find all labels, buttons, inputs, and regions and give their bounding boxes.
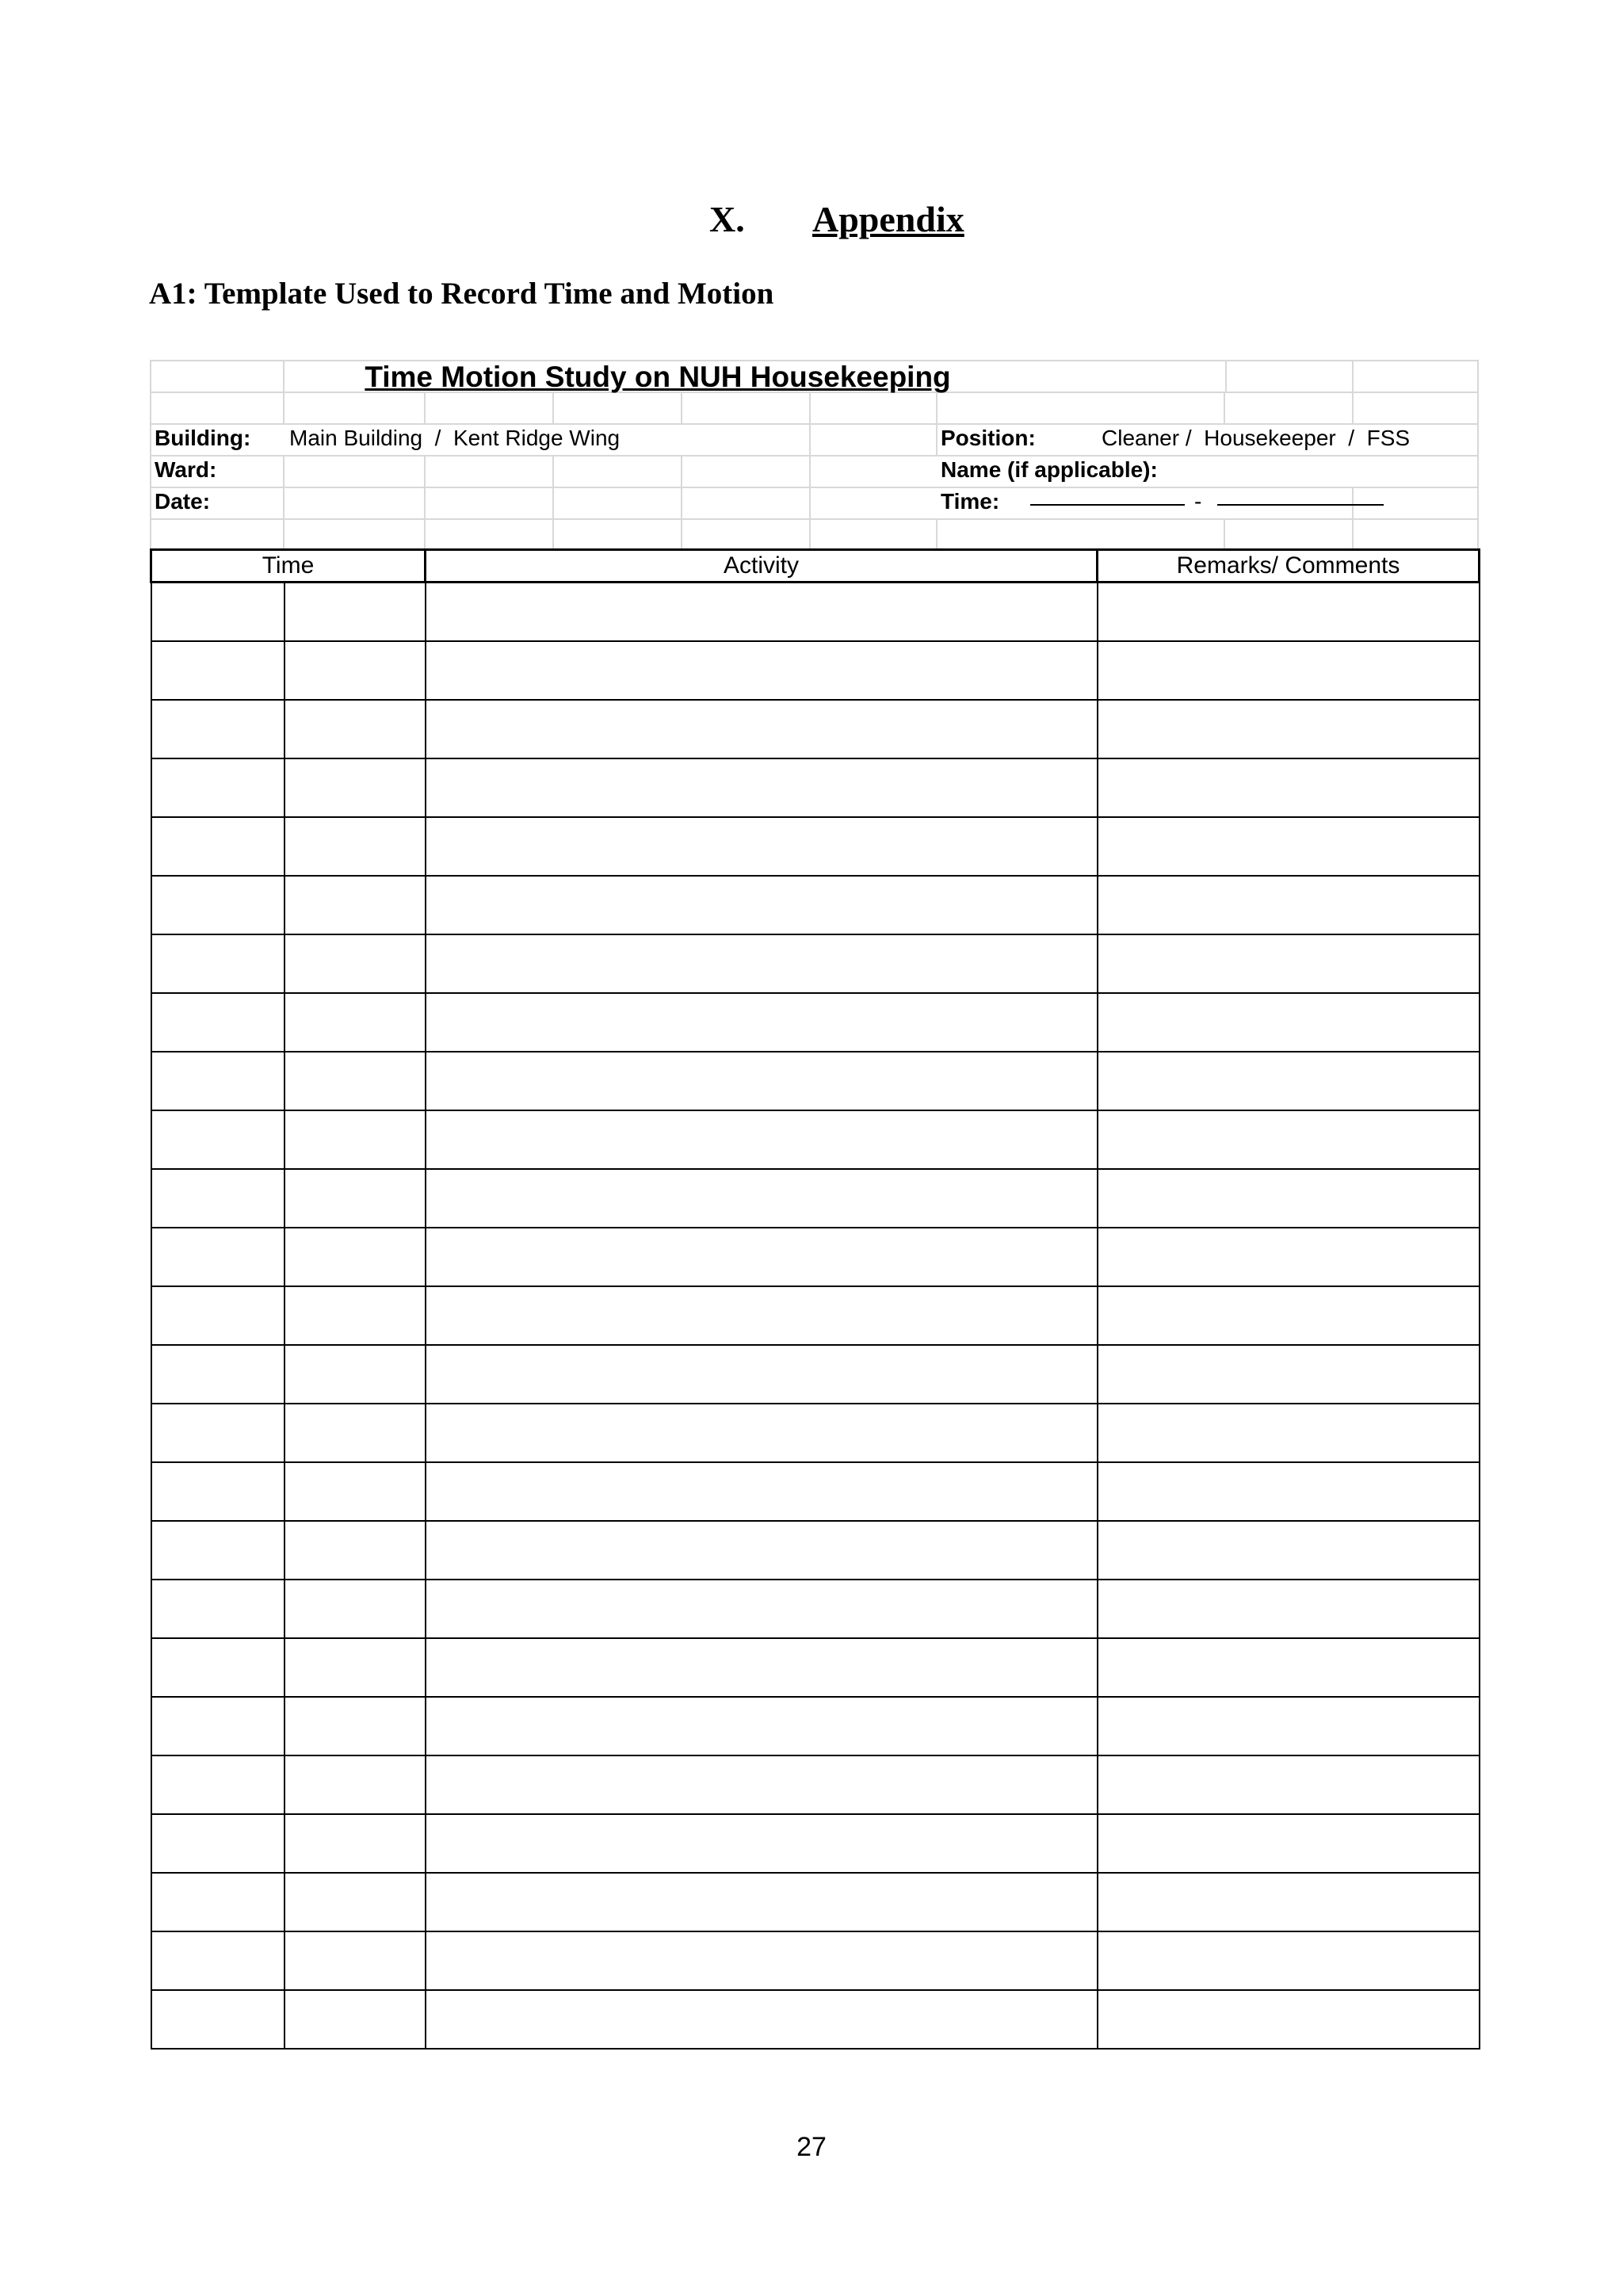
activity-cell[interactable]: [426, 993, 1098, 1052]
time-end-cell[interactable]: [285, 1110, 426, 1169]
activity-cell[interactable]: [426, 934, 1098, 993]
activity-cell[interactable]: [426, 1462, 1098, 1521]
table-row: [151, 934, 1480, 993]
time-start-cell[interactable]: [151, 583, 285, 642]
position-label: Position:: [941, 426, 1036, 450]
activity-cell[interactable]: [426, 1697, 1098, 1755]
remarks-cell[interactable]: [1098, 1814, 1480, 1873]
remarks-cell[interactable]: [1098, 1638, 1480, 1697]
activity-cell[interactable]: [426, 1052, 1098, 1110]
time-end-cell[interactable]: [285, 993, 426, 1052]
remarks-cell[interactable]: [1098, 817, 1480, 876]
time-start-cell[interactable]: [151, 817, 285, 876]
remarks-cell[interactable]: [1098, 1052, 1480, 1110]
activity-cell[interactable]: [426, 700, 1098, 758]
table-row: [151, 1990, 1480, 2049]
time-end-cell[interactable]: [285, 1931, 426, 1990]
table-row: [151, 1521, 1480, 1580]
time-start-cell[interactable]: [151, 876, 285, 934]
activity-cell[interactable]: [426, 1345, 1098, 1404]
time-end-cell[interactable]: [285, 700, 426, 758]
remarks-cell[interactable]: [1098, 700, 1480, 758]
time-end-cell[interactable]: [285, 934, 426, 993]
time-end-cell[interactable]: [285, 1814, 426, 1873]
remarks-cell[interactable]: [1098, 1286, 1480, 1345]
time-end-cell[interactable]: [285, 758, 426, 817]
table-row: [151, 1052, 1480, 1110]
remarks-cell[interactable]: [1098, 1697, 1480, 1755]
time-start-cell[interactable]: [151, 1345, 285, 1404]
page-number: 27: [796, 2132, 827, 2162]
remarks-cell[interactable]: [1098, 934, 1480, 993]
table-row: [151, 1404, 1480, 1462]
time-end-cell[interactable]: [285, 1345, 426, 1404]
remarks-cell[interactable]: [1098, 641, 1480, 700]
table-row: [151, 1638, 1480, 1697]
time-end-cell[interactable]: [285, 1286, 426, 1345]
activity-cell[interactable]: [426, 1873, 1098, 1931]
time-start-cell[interactable]: [151, 1697, 285, 1755]
remarks-cell[interactable]: [1098, 1345, 1480, 1404]
time-end-cell[interactable]: [285, 1521, 426, 1580]
form-title: Time Motion Study on NUH Housekeeping: [365, 361, 951, 393]
table-row: [151, 1110, 1480, 1169]
remarks-cell[interactable]: [1098, 993, 1480, 1052]
activity-cell[interactable]: [426, 1228, 1098, 1286]
remarks-cell[interactable]: [1098, 1931, 1480, 1990]
table-row: [151, 1755, 1480, 1814]
table-row: [151, 1873, 1480, 1931]
time-end-cell[interactable]: [285, 817, 426, 876]
remarks-cell[interactable]: [1098, 1580, 1480, 1638]
building-label: Building:: [155, 426, 251, 450]
time-end-cell[interactable]: [285, 1462, 426, 1521]
remarks-cell[interactable]: [1098, 1873, 1480, 1931]
time-end-cell[interactable]: [285, 1697, 426, 1755]
time-label: Time:: [941, 489, 1000, 514]
time-end-cell[interactable]: [285, 641, 426, 700]
table-row: [151, 1697, 1480, 1755]
activity-cell[interactable]: [426, 1286, 1098, 1345]
table-row: [151, 1228, 1480, 1286]
time-end-cell[interactable]: [285, 1228, 426, 1286]
subheading: A1: Template Used to Record Time and Motion: [149, 277, 774, 311]
remarks-cell[interactable]: [1098, 583, 1480, 642]
time-start-cell[interactable]: [151, 993, 285, 1052]
date-label: Date:: [155, 489, 211, 514]
header-remarks: Remarks/ Comments: [1098, 550, 1480, 583]
remarks-cell[interactable]: [1098, 758, 1480, 817]
time-end-cell[interactable]: [285, 1404, 426, 1462]
time-end-cell[interactable]: [285, 876, 426, 934]
time-start-cell[interactable]: [151, 758, 285, 817]
time-start-cell[interactable]: [151, 1169, 285, 1228]
time-start-cell[interactable]: [151, 1052, 285, 1110]
table-header-row: [151, 550, 1480, 583]
table-row: [151, 1345, 1480, 1404]
remarks-cell[interactable]: [1098, 1462, 1480, 1521]
time-start-cell[interactable]: [151, 1580, 285, 1638]
table-row: [151, 758, 1480, 817]
name-label: Name (if applicable):: [941, 457, 1158, 482]
time-start-cell[interactable]: [151, 1873, 285, 1931]
section-number: X.: [709, 199, 745, 239]
activity-cell[interactable]: [426, 876, 1098, 934]
remarks-cell[interactable]: [1098, 1404, 1480, 1462]
building-options: Main Building / Kent Ridge Wing: [289, 426, 621, 450]
activity-cell[interactable]: [426, 1404, 1098, 1462]
time-start-cell[interactable]: [151, 1521, 285, 1580]
remarks-cell[interactable]: [1098, 1169, 1480, 1228]
activity-cell[interactable]: [426, 1931, 1098, 1990]
header-activity: Activity: [426, 550, 1098, 583]
remarks-cell[interactable]: [1098, 1521, 1480, 1580]
time-start-field[interactable]: [1030, 485, 1185, 511]
table-row: [151, 1462, 1480, 1521]
time-start-cell[interactable]: [151, 1931, 285, 1990]
activity-cell[interactable]: [426, 1990, 1098, 2049]
time-end-cell[interactable]: [285, 1169, 426, 1228]
header-time: Time: [151, 550, 426, 583]
activity-cell[interactable]: [426, 583, 1098, 642]
time-start-cell[interactable]: [151, 934, 285, 993]
table-row: [151, 993, 1480, 1052]
table-row: [151, 700, 1480, 758]
time-end-field[interactable]: [1217, 485, 1384, 511]
time-start-cell[interactable]: [151, 1638, 285, 1697]
table-row: [151, 876, 1480, 934]
activity-cell[interactable]: [426, 758, 1098, 817]
table-row: [151, 1286, 1480, 1345]
table-row: [151, 641, 1480, 700]
time-end-cell[interactable]: [285, 1990, 426, 2049]
log-table-body: [151, 583, 1480, 2050]
log-table: [150, 548, 1480, 2050]
time-start-cell[interactable]: [151, 641, 285, 700]
time-separator: -: [1194, 489, 1202, 514]
time-end-cell[interactable]: [285, 583, 426, 642]
table-row: [151, 1931, 1480, 1990]
table-row: [151, 817, 1480, 876]
time-end-cell[interactable]: [285, 1638, 426, 1697]
activity-cell[interactable]: [426, 1755, 1098, 1814]
remarks-cell[interactable]: [1098, 876, 1480, 934]
ward-label: Ward:: [155, 457, 217, 482]
time-start-cell[interactable]: [151, 1462, 285, 1521]
activity-cell[interactable]: [426, 1580, 1098, 1638]
time-start-cell[interactable]: [151, 1404, 285, 1462]
table-row: [151, 1580, 1480, 1638]
activity-cell[interactable]: [426, 1110, 1098, 1169]
activity-cell[interactable]: [426, 1638, 1098, 1697]
time-start-cell[interactable]: [151, 1814, 285, 1873]
time-start-cell[interactable]: [151, 1228, 285, 1286]
time-start-cell[interactable]: [151, 1755, 285, 1814]
activity-cell[interactable]: [426, 817, 1098, 876]
remarks-cell[interactable]: [1098, 1755, 1480, 1814]
time-start-cell[interactable]: [151, 1990, 285, 2049]
remarks-cell[interactable]: [1098, 1990, 1480, 2049]
activity-cell[interactable]: [426, 1814, 1098, 1873]
time-end-cell[interactable]: [285, 1052, 426, 1110]
time-end-cell[interactable]: [285, 1755, 426, 1814]
section-title: Appendix: [812, 199, 964, 239]
remarks-cell[interactable]: [1098, 1110, 1480, 1169]
remarks-cell[interactable]: [1098, 1228, 1480, 1286]
activity-cell[interactable]: [426, 1521, 1098, 1580]
time-start-cell[interactable]: [151, 1110, 285, 1169]
position-options: Cleaner / Housekeeper / FSS: [1102, 426, 1411, 450]
table-row: [151, 1814, 1480, 1873]
table-row: [151, 1169, 1480, 1228]
time-end-cell[interactable]: [285, 1580, 426, 1638]
table-row: [151, 583, 1480, 642]
activity-cell[interactable]: [426, 1169, 1098, 1228]
activity-cell[interactable]: [426, 641, 1098, 700]
time-start-cell[interactable]: [151, 1286, 285, 1345]
time-start-cell[interactable]: [151, 700, 285, 758]
time-end-cell[interactable]: [285, 1873, 426, 1931]
